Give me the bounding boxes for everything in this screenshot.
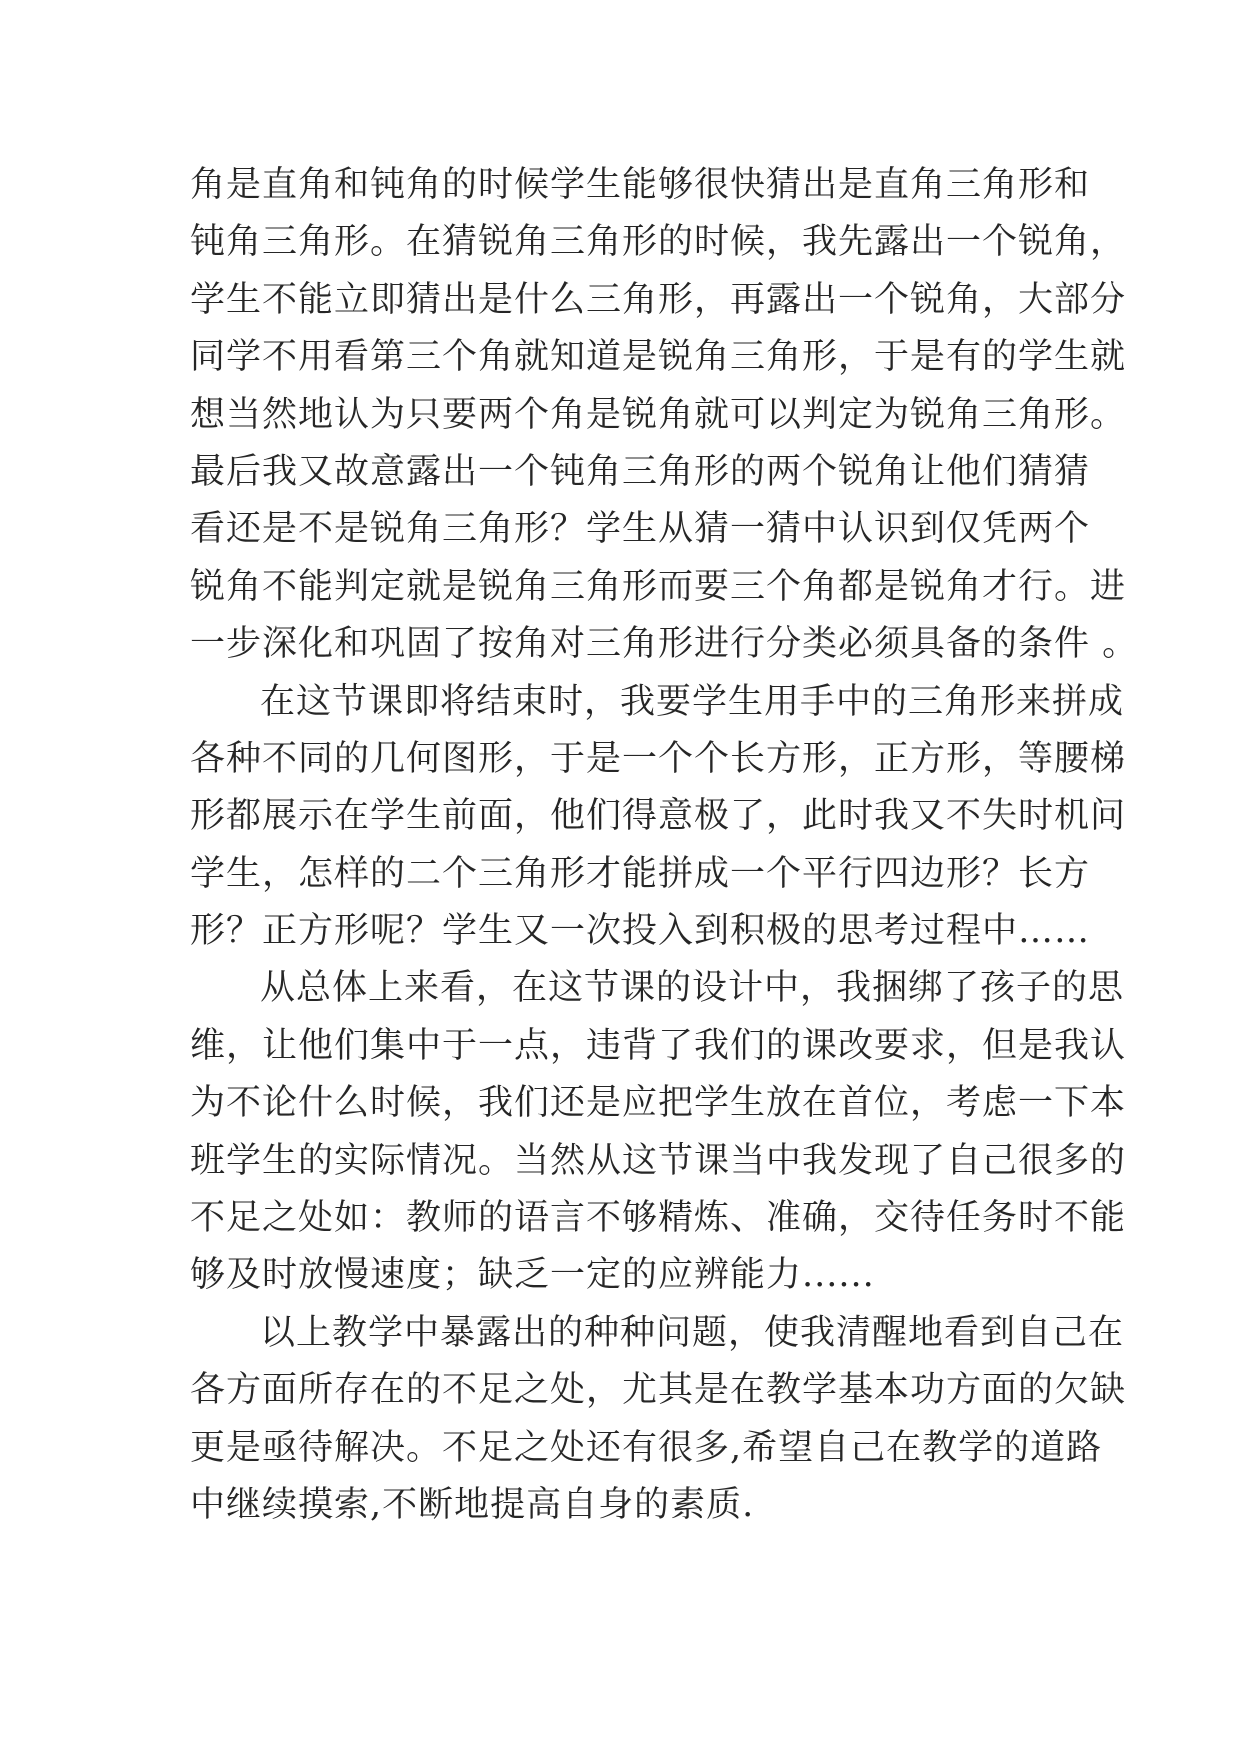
- text-line: 最后我又故意露出一个钝角三角形的两个锐角让他们猜猜: [190, 451, 1091, 492]
- text-line: 各种不同的几何图形，于是一个个长方形，正方形，等腰梯: [190, 738, 1127, 779]
- text-line: 学生不能立即猜出是什么三角形，再露出一个锐角，大部分: [190, 279, 1127, 320]
- text-line: 不足之处如：教师的语言不够精炼、准确，交待任务时不能: [190, 1198, 1127, 1239]
- text-line: 更是亟待解决。不足之处还有很多,希望自己在教学的道路: [190, 1427, 1103, 1468]
- paragraph-start-line: 在这节课即将结束时，我要学生用手中的三角形来拼成: [260, 681, 1125, 722]
- text-line: 够及时放慢速度；缺乏一定的应辨能力......: [190, 1255, 875, 1296]
- text-line: 角是直角和钝角的时候学生能够很快猜出是直角三角形和: [190, 165, 1091, 205]
- text-line: 形都展示在学生前面，他们得意极了，此时我又不失时机问: [190, 796, 1127, 837]
- text-line: 一步深化和巩固了按角对三角形进行分类必须具备的条件 。: [190, 624, 1139, 665]
- text-line: 想当然地认为只要两个角是锐角就可以判定为锐角三角形。: [190, 394, 1127, 435]
- text-line: 钝角三角形。在猜锐角三角形的时候，我先露出一个锐角，: [190, 222, 1127, 263]
- text-line: 班学生的实际情况。当然从这节课当中我发现了自己很多的: [190, 1140, 1127, 1181]
- text-line: 看还是不是锐角三角形？学生从猜一猜中认识到仅凭两个: [190, 509, 1091, 550]
- text-line: 维，让他们集中于一点，违背了我们的课改要求，但是我认: [190, 1025, 1127, 1066]
- text-line: 为不论什么时候，我们还是应把学生放在首位，考虑一下本: [190, 1083, 1127, 1124]
- paragraph-start-line: 从总体上来看，在这节课的设计中，我捆绑了孩子的思: [260, 968, 1125, 1009]
- document-body: [190, 157, 1139, 1534]
- text-line: 中继续摸索,不断地提高自身的素质.: [190, 1484, 755, 1525]
- text-line: 锐角不能判定就是锐角三角形而要三个角都是锐角才行。进: [190, 566, 1127, 607]
- text-line: 形？正方形呢？学生又一次投入到积极的思考过程中……: [190, 911, 1091, 952]
- text-line: 各方面所存在的不足之处，尤其是在教学基本功方面的欠缺: [190, 1370, 1127, 1411]
- text-line: 同学不用看第三个角就知道是锐角三角形，于是有的学生就: [190, 337, 1127, 378]
- paragraph-start-line: 以上教学中暴露出的种种问题，使我清醒地看到自己在: [260, 1312, 1125, 1353]
- text-line: 学生，怎样的二个三角形才能拼成一个平行四边形？长方: [190, 853, 1091, 894]
